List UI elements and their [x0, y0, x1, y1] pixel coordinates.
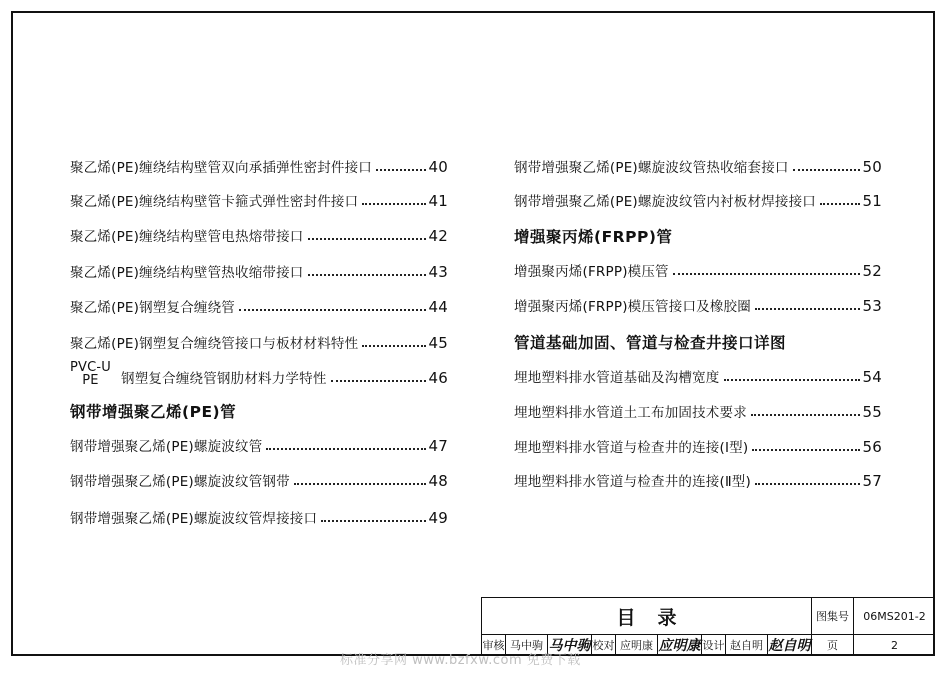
dot-leader	[755, 483, 860, 485]
toc-entry-title: 聚乙烯(PE)缠绕结构壁管电热熔带接口	[70, 229, 304, 245]
toc-entry[interactable]	[514, 364, 882, 386]
dot-leader	[724, 379, 860, 381]
dot-leader	[321, 520, 425, 522]
toc-entry-title: 钢带增强聚乙烯(PE)螺旋波纹管焊接接口	[70, 511, 318, 527]
toc-entry-page: 56	[862, 438, 882, 456]
dot-leader	[376, 169, 425, 171]
design-label: 设计	[702, 635, 726, 655]
dot-leader	[793, 169, 860, 171]
toc-entry[interactable]	[70, 360, 448, 388]
toc-entry-page: 47	[428, 437, 448, 455]
toc-entry[interactable]	[514, 434, 882, 456]
toc-entry-title: 聚乙烯(PE)缠绕结构壁管卡箍式弹性密封件接口	[70, 194, 359, 210]
toc-entry-page: 41	[428, 192, 448, 210]
toc-entry-title: 增强聚丙烯(FRPP)模压管	[514, 264, 669, 280]
toc-entry-page: 51	[862, 192, 882, 210]
toc-entry-page: 54	[862, 368, 882, 386]
dot-leader	[239, 309, 425, 311]
dot-leader	[331, 380, 426, 382]
section-heading: 钢带增强聚乙烯(PE)管	[70, 403, 237, 421]
toc-entry-page: 52	[862, 262, 882, 280]
dot-leader	[673, 273, 860, 275]
toc-entry-title: 钢带增强聚乙烯(PE)螺旋波纹管	[70, 439, 263, 455]
dot-leader	[755, 308, 860, 310]
toc-entry-page: 44	[428, 298, 448, 316]
designer-name: 赵自明	[726, 635, 768, 655]
page-label: 页	[812, 635, 854, 655]
toc-entry-page: 48	[428, 472, 448, 490]
checker-signature: 应明康	[658, 635, 702, 655]
toc-entry-page: 50	[862, 158, 882, 176]
toc-entry[interactable]	[514, 258, 882, 280]
toc-entry[interactable]	[514, 154, 882, 176]
watermark: 标准分享网 www.bzfxw.com 免费下载	[340, 653, 581, 668]
toc-entry[interactable]	[70, 188, 448, 210]
dot-leader	[362, 203, 425, 205]
toc-entry-title: 埋地塑料排水管道基础及沟槽宽度	[514, 370, 720, 386]
toc-entry[interactable]	[514, 468, 882, 490]
toc-entry[interactable]	[70, 259, 448, 281]
toc-entry-title: 钢塑复合缠绕管钢肋材料力学特性	[121, 371, 327, 387]
review-label: 审核	[482, 635, 506, 655]
toc-entry[interactable]	[514, 293, 882, 315]
dot-leader	[308, 238, 426, 240]
designer-signature: 赵自明	[768, 635, 812, 655]
dot-leader	[752, 449, 859, 451]
toc-entry[interactable]	[514, 399, 882, 421]
toc-entry-page: 42	[428, 227, 448, 245]
section-heading: 增强聚丙烯(FRPP)管	[514, 228, 673, 246]
material-prefix-bottom: PE	[82, 373, 99, 388]
check-label: 校对	[592, 635, 616, 655]
toc-entry-title: 聚乙烯(PE)缠绕结构壁管热收缩带接口	[70, 265, 304, 281]
toc-entry[interactable]	[70, 468, 448, 490]
dot-leader	[820, 203, 859, 205]
material-prefix-top: PVC-U	[70, 360, 112, 375]
toc-entry[interactable]	[70, 294, 448, 316]
title-block-title: 目录	[482, 598, 812, 635]
atlas-label: 图集号	[812, 598, 854, 635]
reviewer-signature: 马中驹	[548, 635, 592, 655]
material-prefix	[70, 361, 111, 387]
toc-entry[interactable]	[70, 223, 448, 245]
toc-entry-page: 43	[428, 263, 448, 281]
toc-entry-title: 钢带增强聚乙烯(PE)螺旋波纹管内衬板材焊接接口	[514, 194, 817, 210]
toc-entry-title: 埋地塑料排水管道与检查井的连接(Ⅱ型)	[514, 474, 751, 490]
toc-entry-page: 57	[862, 472, 882, 490]
toc-entry-page: 46	[428, 369, 448, 387]
toc-entry[interactable]	[70, 505, 448, 527]
toc-entry-title: 埋地塑料排水管道土工布加固技术要求	[514, 405, 747, 421]
page-number: 2	[891, 638, 898, 652]
toc-entry-page: 55	[862, 403, 882, 421]
dot-leader	[266, 448, 425, 450]
toc-entry-title: 聚乙烯(PE)缠绕结构壁管双向承插弹性密封件接口	[70, 160, 373, 176]
toc-entry[interactable]	[70, 330, 448, 352]
dot-leader	[294, 483, 426, 485]
toc-entry-title: 增强聚丙烯(FRPP)模压管接口及橡胶圈	[514, 299, 751, 315]
toc-entry-title: 钢带增强聚乙烯(PE)螺旋波纹管热收缩套接口	[514, 160, 789, 176]
dot-leader	[308, 274, 426, 276]
toc-entry[interactable]	[70, 433, 448, 455]
section-heading: 管道基础加固、管道与检查井接口详图	[514, 334, 787, 352]
toc-entry-page: 40	[428, 158, 448, 176]
toc-entry-page: 49	[428, 509, 448, 527]
toc-entry-page: 53	[862, 297, 882, 315]
toc-entry[interactable]	[70, 154, 448, 176]
dot-leader	[362, 345, 425, 347]
toc-entry-page: 45	[428, 334, 448, 352]
toc-entry-title: 埋地塑料排水管道与检查井的连接(Ⅰ型)	[514, 440, 749, 456]
toc-entry[interactable]	[514, 188, 882, 210]
atlas-number: 06MS201-2	[854, 598, 935, 635]
reviewer-name: 马中驹	[506, 635, 548, 655]
toc-entry-title: 聚乙烯(PE)钢塑复合缠绕管	[70, 300, 236, 316]
title-block	[481, 597, 934, 655]
checker-name: 应明康	[616, 635, 658, 655]
toc-entry-title: 聚乙烯(PE)钢塑复合缠绕管接口与板材材料特性	[70, 336, 359, 352]
dot-leader	[751, 414, 860, 416]
toc-entry-title: 钢带增强聚乙烯(PE)螺旋波纹管钢带	[70, 474, 290, 490]
